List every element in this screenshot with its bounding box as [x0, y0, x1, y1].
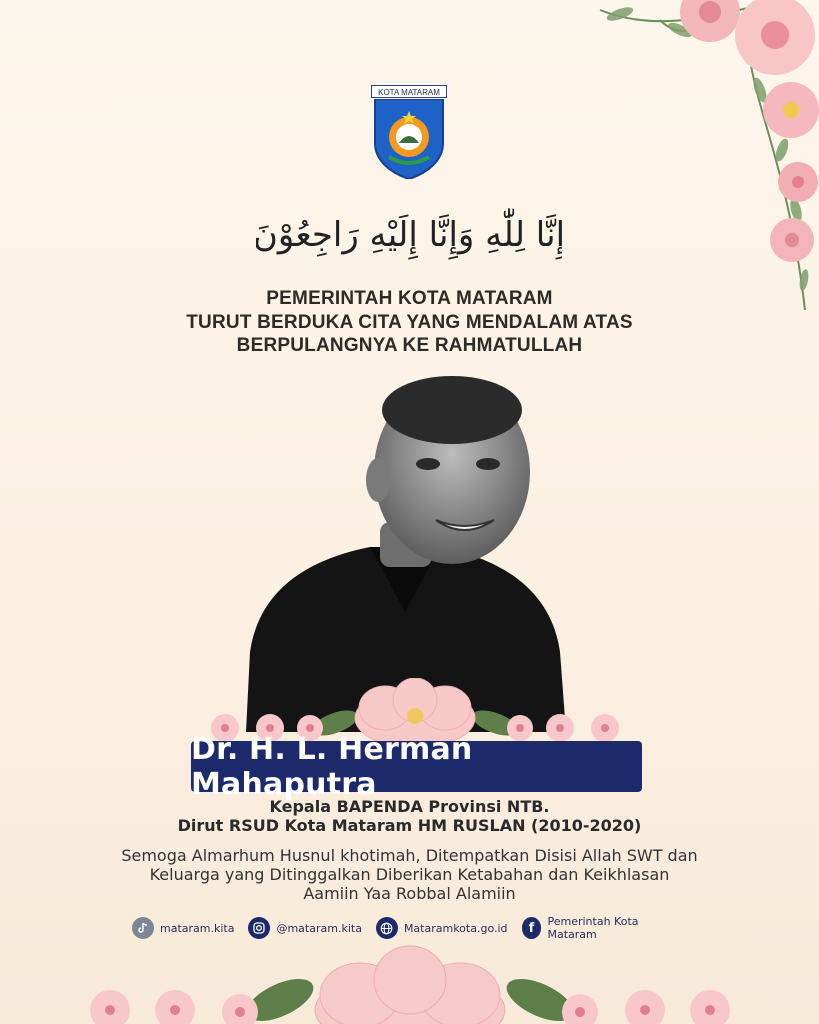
social-links [132, 914, 692, 942]
person-name: Dr. H. L. Herman Mahaputra [191, 731, 473, 802]
floral-corner-decoration [560, 0, 819, 320]
crest-label: KOTA MATARAM [371, 85, 447, 98]
prayer-line-1: Semoga Almarhum Husnul khotimah, Ditempatkan Disisi Allah SWT dan [121, 846, 698, 865]
website-url: Mataramkota.go.id [403, 921, 508, 935]
instagram-handle: @mataram.kita [276, 921, 362, 935]
calligraphy-text: إِنَّا لِلّٰهِ وَإِنَّا إِلَيْهِ رَاجِعُوْنَ [256, 215, 562, 255]
arabic-calligraphy [256, 194, 562, 272]
person-role-1: Kepala BAPENDA Provinsi NTB. [269, 797, 550, 816]
social-instagram[interactable] [248, 917, 361, 939]
headline-line2: TURUT BERDUKA CITA YANG MENDALAM ATAS [186, 312, 633, 333]
tiktok-handle: mataram.kita [160, 921, 235, 935]
tiktok-icon [132, 917, 154, 939]
shield-icon [371, 99, 447, 179]
flower-strip-bottom [60, 940, 760, 1024]
globe-icon [376, 917, 398, 939]
name-plate [191, 731, 642, 802]
social-facebook[interactable] [522, 915, 678, 941]
prayer-line-2: Keluarga yang Ditinggalkan Diberikan Ketabahan dan Keikhlasan [149, 865, 670, 884]
headline-line1: PEMERINTAH KOTA MATARAM [266, 288, 553, 309]
kota-mataram-crest [371, 85, 447, 179]
headline-line3: BERPULANGNYA KE RAHMATULLAH [236, 335, 583, 356]
facebook-icon: f [522, 917, 542, 939]
facebook-page: Pemerintah Kota Mataram [547, 915, 639, 941]
social-tiktok[interactable] [132, 917, 234, 939]
instagram-icon [248, 917, 270, 939]
prayer-line-3: Aamiin Yaa Robbal Alamiin [303, 884, 516, 903]
person-role-2: Dirut RSUD Kota Mataram HM RUSLAN (2010-2020) [177, 816, 642, 835]
social-website[interactable] [376, 917, 508, 939]
